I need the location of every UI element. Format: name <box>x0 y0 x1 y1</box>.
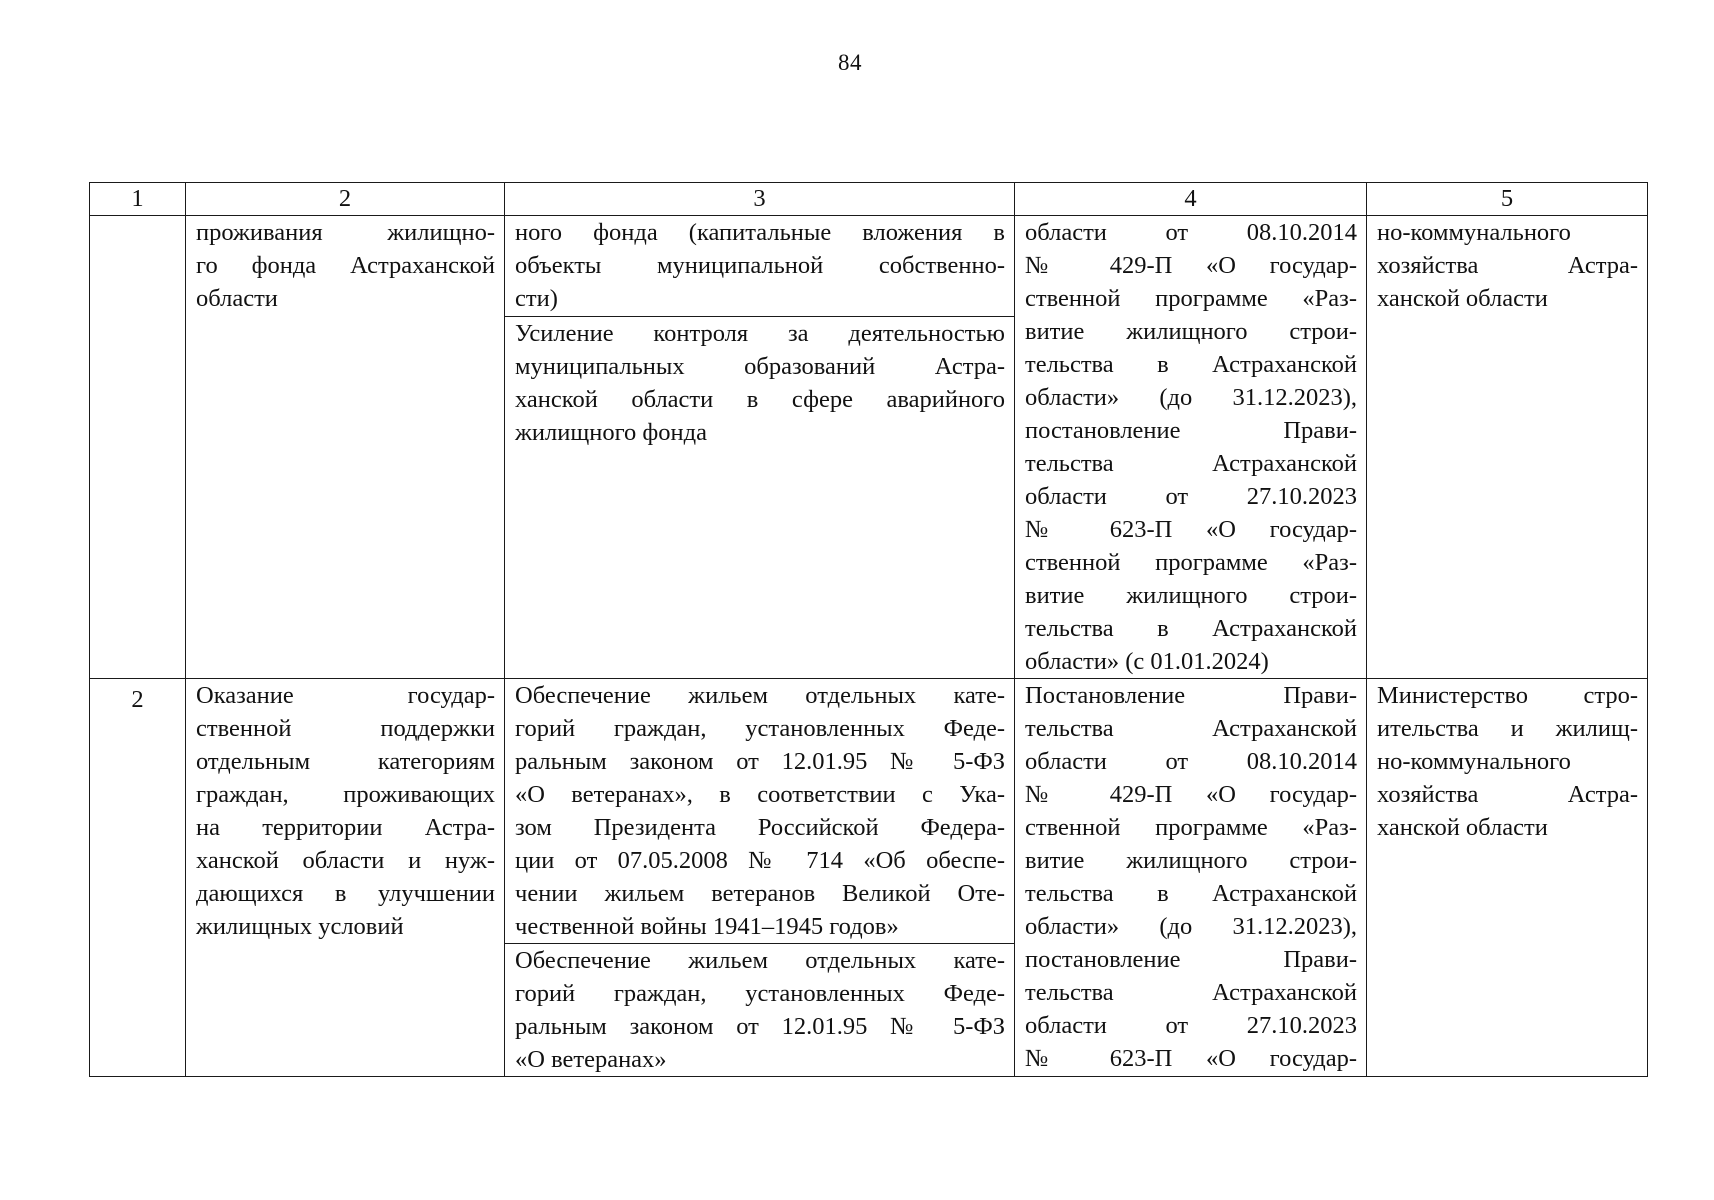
header-col-2: 2 <box>186 183 505 216</box>
header-col-3: 3 <box>505 183 1015 216</box>
text-line: области <box>196 285 278 312</box>
text-line: жилищных условий <box>196 913 404 940</box>
text-line: области от 27.10.2023 <box>1025 1012 1357 1039</box>
text-line: проживания жилищно- <box>196 219 495 246</box>
text-line: Министерство стро- <box>1377 682 1638 709</box>
header-col-5: 5 <box>1367 183 1648 216</box>
text-line: жилищного фонда <box>515 418 707 446</box>
measure-cell <box>186 679 505 1077</box>
responsible-cell <box>1367 679 1648 1077</box>
text-line: но-коммунального <box>1377 748 1571 775</box>
text-line: ральным законом от 12.01.95 № 5-ФЗ <box>515 1013 1005 1040</box>
responsible-cell <box>1367 216 1648 679</box>
text-line: ственной программе «Раз- <box>1025 285 1357 312</box>
column-number-row <box>90 183 1648 216</box>
text-line: области» (до 31.12.2023), <box>1025 384 1357 411</box>
text-line: Постановление Прави- <box>1025 682 1357 709</box>
activity-cell <box>505 216 1015 317</box>
text-line: постановление Прави- <box>1025 417 1357 444</box>
text-line: ции от 07.05.2008 № 714 «Об обеспе- <box>515 847 1005 874</box>
text-line: витие жилищного строи- <box>1025 582 1357 609</box>
activity-cell <box>505 944 1015 1077</box>
text-line: муниципальных образований Астра- <box>515 352 1005 380</box>
text-line: ительства и жилищ- <box>1377 715 1638 742</box>
text-line: № 429-П «О государ- <box>1025 252 1357 279</box>
text-line: зом Президента Российской Федера- <box>515 814 1005 841</box>
text-line: горий граждан, установленных Феде- <box>515 715 1005 742</box>
text-line: ного фонда (капитальные вложения в <box>515 219 1005 246</box>
legal-basis-cell <box>1015 679 1367 1077</box>
text-line: го фонда Астраханской <box>196 252 495 279</box>
text-line: чении жильем ветеранов Великой Оте- <box>515 880 1005 907</box>
text-line: сти) <box>515 285 558 312</box>
header-col-1: 1 <box>90 183 186 216</box>
text-line: дающихся в улучшении <box>196 880 495 907</box>
text-line: № 623-П «О государ- <box>1025 516 1357 543</box>
text-line: чественной войны 1941–1945 годов» <box>515 913 899 940</box>
text-line: области» (с 01.01.2024) <box>1025 648 1269 675</box>
header-col-4: 4 <box>1015 183 1367 216</box>
text-line: горий граждан, установленных Феде- <box>515 980 1005 1007</box>
text-line: на территории Астра- <box>196 814 495 841</box>
text-line: области от 27.10.2023 <box>1025 483 1357 510</box>
text-line: Обеспечение жильем отдельных кате- <box>515 682 1005 709</box>
text-line: № 623-П «О государ- <box>1025 1045 1357 1072</box>
text-line: области от 08.10.2014 <box>1025 219 1357 246</box>
table-row <box>90 679 1648 944</box>
text-line: граждан, проживающих <box>196 781 495 808</box>
measure-cell <box>186 216 505 679</box>
text-line: тельства в Астраханской <box>1025 880 1357 907</box>
text-line: ханской области и нуж- <box>196 847 495 874</box>
page-number: 84 <box>838 50 862 75</box>
text-line: ральным законом от 12.01.95 № 5-ФЗ <box>515 748 1005 775</box>
legal-basis-cell <box>1015 216 1367 679</box>
text-line: тельства Астраханской <box>1025 715 1357 742</box>
table-row <box>90 216 1648 317</box>
text-line: Обеспечение жильем отдельных кате- <box>515 947 1005 974</box>
text-line: ственной программе «Раз- <box>1025 814 1357 841</box>
text-line: ственной программе «Раз- <box>1025 549 1357 576</box>
text-line: хозяйства Астра- <box>1377 781 1638 808</box>
text-line: тельства в Астраханской <box>1025 615 1357 642</box>
text-line: но-коммунального <box>1377 219 1571 246</box>
text-line: витие жилищного строи- <box>1025 318 1357 345</box>
text-line: тельства Астраханской <box>1025 979 1357 1006</box>
text-line: области от 08.10.2014 <box>1025 748 1357 775</box>
text-line: Оказание государ- <box>196 682 495 709</box>
activity-cell <box>505 316 1015 678</box>
text-line: Усиление контроля за деятельностью <box>515 319 1005 347</box>
text-line: витие жилищного строи- <box>1025 847 1357 874</box>
text-line: хозяйства Астра- <box>1377 252 1638 279</box>
row-number <box>90 216 186 679</box>
text-line: тельства Астраханской <box>1025 450 1357 477</box>
text-line: объекты муниципальной собственно- <box>515 252 1005 279</box>
text-line: ханской области в сфере аварийного <box>515 385 1005 413</box>
text-line: № 429-П «О государ- <box>1025 781 1357 808</box>
text-line: «О ветеранах» <box>515 1046 667 1073</box>
text-line: «О ветеранах», в соответствии с Ука- <box>515 781 1005 808</box>
row-number: 2 <box>90 679 186 1077</box>
text-line: ственной поддержки <box>196 715 495 742</box>
activity-cell <box>505 679 1015 944</box>
text-line: тельства в Астраханской <box>1025 351 1357 378</box>
text-line: области» (до 31.12.2023), <box>1025 913 1357 940</box>
program-table <box>89 182 1648 1077</box>
text-line: отдельным категориям <box>196 748 495 775</box>
text-line: постановление Прави- <box>1025 946 1357 973</box>
text-line: ханской области <box>1377 814 1548 841</box>
text-line: ханской области <box>1377 285 1548 312</box>
